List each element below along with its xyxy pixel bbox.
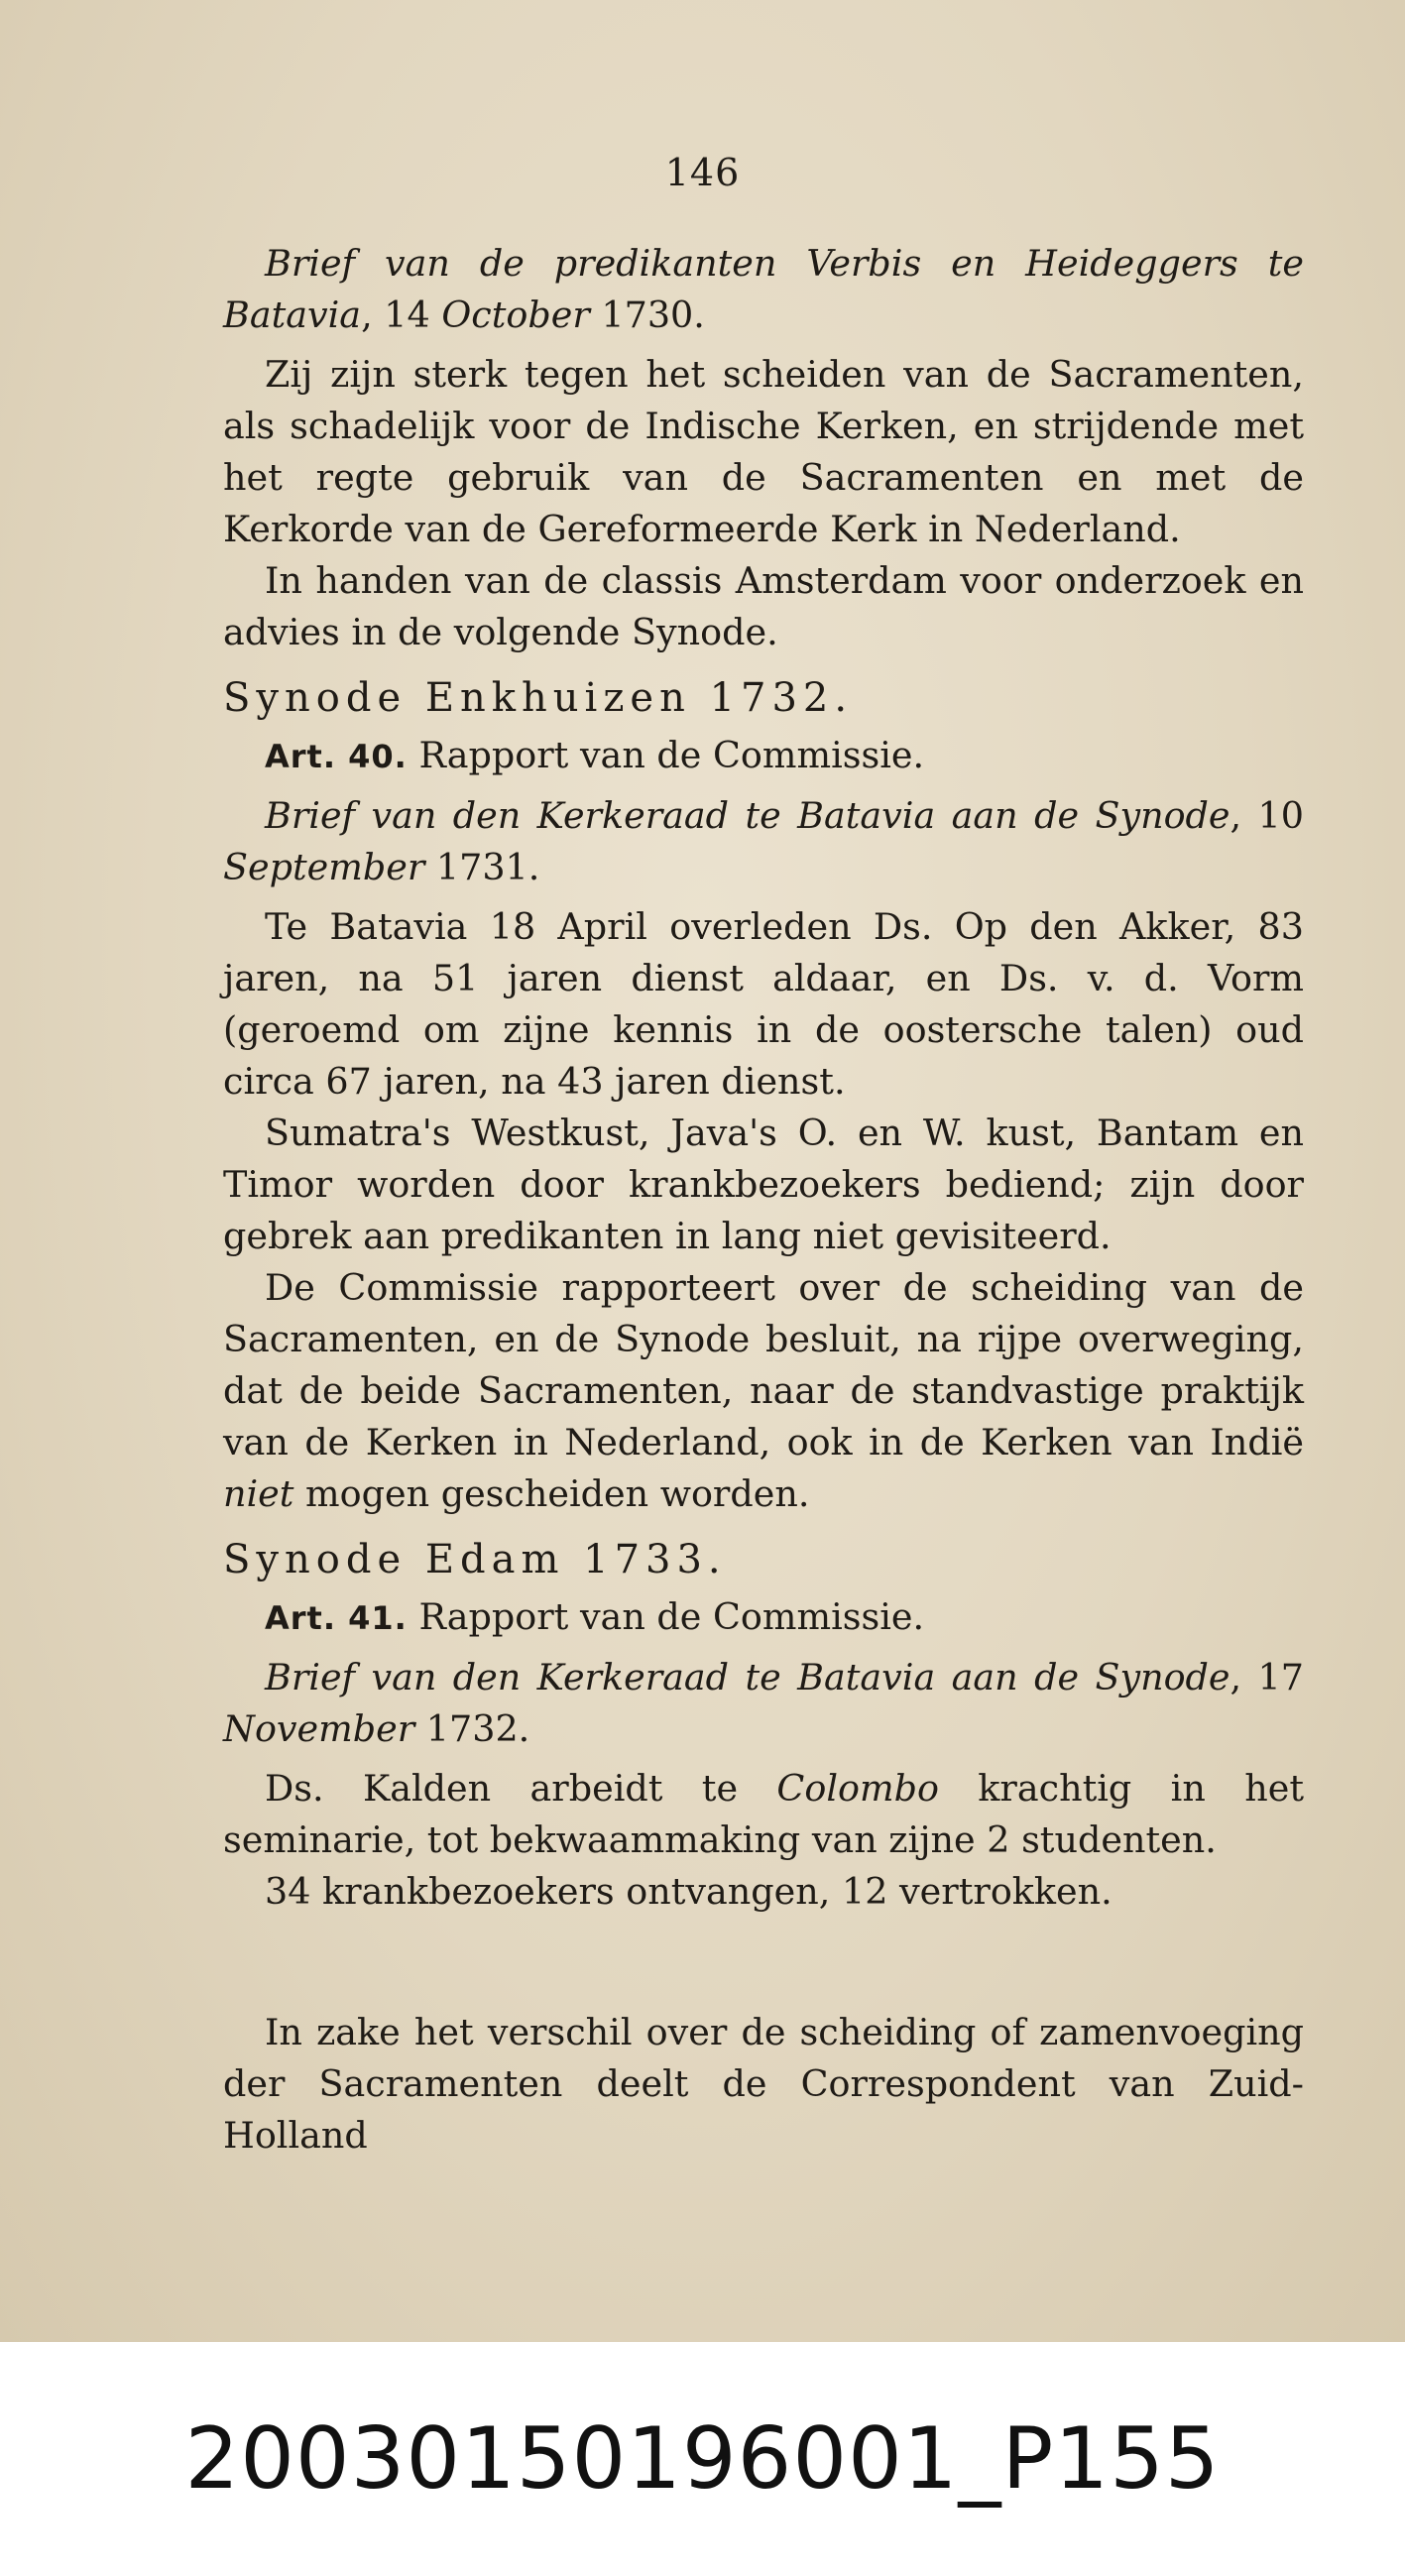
- emphasis-niet: niet: [223, 1472, 294, 1515]
- paragraph-kalden: [223, 1763, 1304, 1866]
- letter-reference-1730: [223, 238, 1304, 341]
- article-40-title: Rapport van de Commissie.: [418, 734, 925, 776]
- paragraph-commissie-besluit: [223, 1262, 1304, 1520]
- page-text: [223, 238, 1304, 2162]
- article-41-title: Rapport van de Commissie.: [418, 1595, 925, 1638]
- article-41: [223, 1591, 1304, 1644]
- paragraph-sumatra: Sumatra's Westkust, Java's O. en W. kust, Bantam en Timor worden door krankbezoekers bediend; zijn door gebrek aan predikanten in lang niet gevisiteerd.: [223, 1112, 1304, 1257]
- heading-synode-edam: Synode Edam 1733.: [223, 1537, 727, 1582]
- article-41-number: Art. 41.: [265, 1599, 408, 1637]
- letter-day: , 10: [1229, 794, 1304, 837]
- letter-year: 1730.: [589, 293, 705, 336]
- paragraph-correspondent: In zake het verschil over de scheiding of zamenvoeging der Sacramenten deelt de Correspondent van Zuid-Holland: [223, 2011, 1304, 2157]
- letter-month: October: [441, 293, 590, 336]
- place-colombo: Colombo: [776, 1767, 939, 1810]
- heading-synode-enkhuizen: Synode Enkhuizen 1732.: [223, 675, 854, 721]
- article-40: [223, 730, 1304, 782]
- besluit-text: De Commissie rapporteert over de scheiding van de Sacramenten, en de Synode besluit, na rijpe overweging, dat de beide Sacramenten, naar de standvastige praktijk van de Kerken in Nederland, ook in de Kerken van Indië: [223, 1266, 1304, 1464]
- letter-month: September: [223, 846, 425, 888]
- paragraph-sacramenten: Zij zijn sterk tegen het scheiden van de Sacramenten, als schadelijk voor de Indische Kerken, en strijdende met het regte gebruik van de Sacramenten en met de Kerkorde van de Gereformeerde Kerk in Nederland.: [223, 353, 1304, 550]
- paragraph-classis: In handen van de classis Amsterdam voor onderzoek en advies in de volgende Synode.: [223, 559, 1304, 653]
- letter-reference-1731: [223, 790, 1304, 893]
- scan-identifier: 20030150196001_P155: [184, 2409, 1221, 2509]
- letter-title: Brief van den Kerkeraad te Batavia aan de Synode: [265, 1656, 1230, 1698]
- paragraph-batavia-deaths: Te Batavia 18 April overleden Ds. Op den Akker, 83 jaren, na 51 jaren dienst aldaar, en Ds. v. d. Vorm (geroemd om zijne kennis in de oostersche talen) oud circa 67 jaren, na 43 jaren dienst.: [223, 905, 1304, 1103]
- letter-month: November: [223, 1707, 415, 1750]
- kalden-text: Ds. Kalden arbeidt te: [265, 1767, 777, 1810]
- letter-title: Brief van de predikanten Verbis en Heideggers te Batavia: [223, 242, 1304, 336]
- article-40-number: Art. 40.: [265, 738, 408, 775]
- section-gap: [223, 1918, 1304, 2007]
- besluit-end: mogen gescheiden worden.: [293, 1472, 810, 1515]
- kalden-end: krachtig in het seminarie, tot bekwaammaking van zijne 2 studenten.: [223, 1767, 1304, 1861]
- letter-year: 1732.: [414, 1707, 530, 1750]
- letter-year: 1731.: [424, 846, 540, 888]
- letter-title: Brief van den Kerkeraad te Batavia aan de Synode: [265, 794, 1230, 837]
- page-number: 146: [664, 151, 741, 194]
- letter-reference-1732: [223, 1652, 1304, 1755]
- letter-date-sep: , 14: [361, 293, 442, 336]
- paragraph-krankbezoekers: 34 krankbezoekers ontvangen, 12 vertrokken.: [265, 1870, 1112, 1913]
- letter-day: , 17: [1229, 1656, 1304, 1698]
